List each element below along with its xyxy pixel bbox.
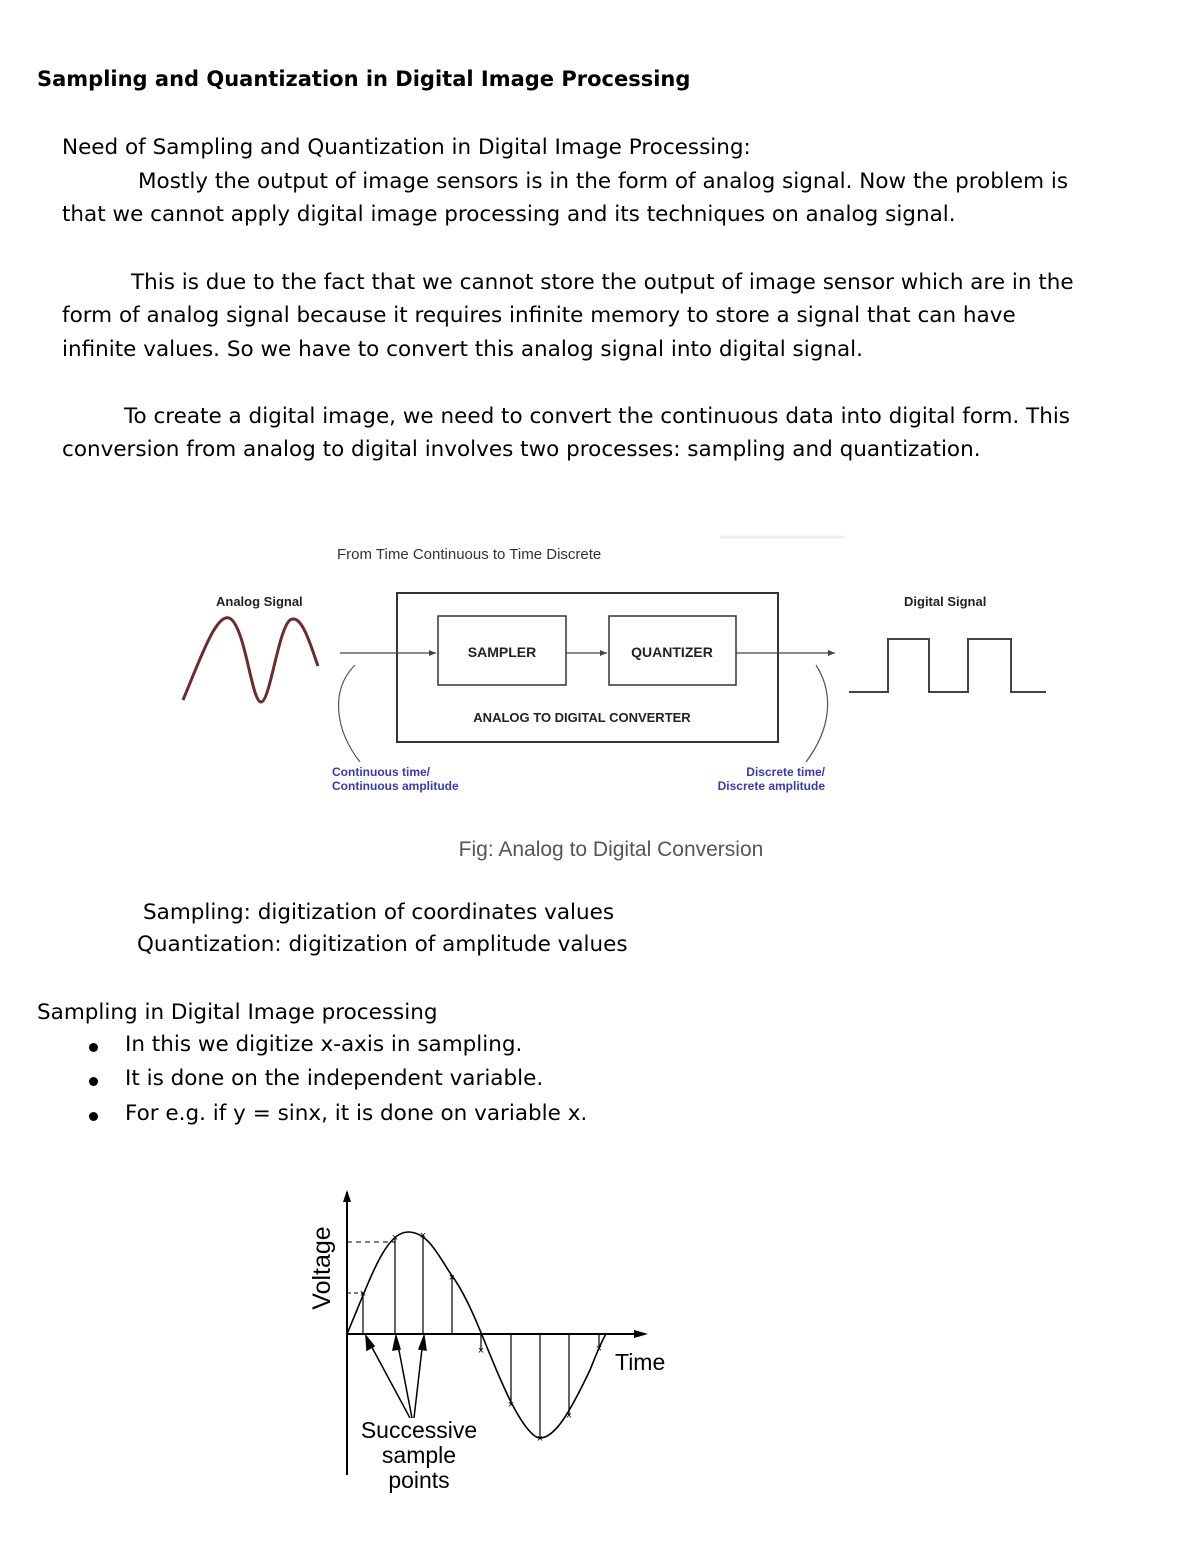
left-callout	[339, 665, 360, 762]
sample-mark-icon: ×	[448, 1272, 456, 1284]
digital-label: Digital Signal	[904, 594, 987, 609]
pointer-arrow-icon	[393, 1336, 400, 1350]
need-heading: Need of Sampling and Quantization in Digital Image Processing:	[62, 135, 751, 160]
para3-line1: To create a digital image, we need to convert the continuous data into digital form. This	[124, 404, 1070, 429]
analog-wave-icon	[183, 618, 318, 702]
adc-diagram	[0, 520, 1200, 880]
sample-mark-icon: ×	[477, 1345, 485, 1357]
pointer-arrow-icon	[419, 1336, 426, 1350]
sampling-heading: Sampling in Digital Image processing	[37, 1000, 438, 1025]
sample-mark-icon: ×	[359, 1288, 367, 1300]
sampling-diagram	[290, 1180, 710, 1510]
pointer-arrows	[366, 1336, 426, 1418]
list-item	[125, 1032, 522, 1057]
top-label: From Time Continuous to Time Discrete	[337, 546, 602, 563]
bullet-icon	[89, 1112, 98, 1121]
bullet-icon	[89, 1077, 98, 1086]
y-label: Voltage	[308, 1226, 336, 1310]
page-title: Sampling and Quantization in Digital Image Processing	[37, 67, 691, 91]
y-axis-arrow-icon	[343, 1190, 351, 1202]
x-axis-arrow-icon	[634, 1330, 648, 1338]
bullet-icon	[89, 1043, 98, 1052]
para3-line2: conversion from analog to digital involves two processes: sampling and quantization.	[62, 437, 981, 462]
digital-wave-icon	[849, 639, 1046, 692]
para1-line2: that we cannot apply digital image processing and its techniques on analog signal.	[62, 202, 956, 227]
para2-line2: form of analog signal because it requires infinite memory to store a signal that can have	[62, 303, 1016, 328]
bullet-text: In this we digitize x-axis in sampling.	[125, 1032, 523, 1057]
sample-mark-icon: ×	[391, 1232, 399, 1244]
converter-label: ANALOG TO DIGITAL CONVERTER	[473, 710, 691, 725]
def-sampling: Sampling: digitization of coordinates values	[143, 900, 615, 925]
quantizer-label: QUANTIZER	[631, 644, 713, 660]
def-quantization: Quantization: digitization of amplitude values	[137, 932, 628, 957]
pointer-line	[414, 1340, 423, 1418]
note-line-1: Successive	[360, 1417, 478, 1443]
para2-line1: This is due to the fact that we cannot store the output of image sensor which are in the	[131, 270, 1074, 295]
para1-line1: Mostly the output of image sensors is in the form of analog signal. Now the problem is	[138, 169, 1069, 194]
bullet-text: For e.g. if y = sinx, it is done on variable x.	[125, 1101, 588, 1126]
right-note-2: Discrete amplitude	[717, 779, 825, 793]
left-note-1: Continuous time/	[332, 765, 430, 779]
sample-mark-icon: ×	[595, 1343, 603, 1355]
middle-arrow-icon	[600, 650, 607, 656]
sample-mark-icon: ×	[507, 1399, 515, 1411]
x-label: Time	[615, 1349, 666, 1375]
sampler-label: SAMPLER	[467, 644, 537, 660]
note-line-3: points	[388, 1467, 450, 1493]
sample-mark-icon: ×	[536, 1433, 544, 1445]
note-line-2: sample	[381, 1442, 457, 1468]
output-arrow-icon	[828, 650, 835, 656]
sample-mark-icon: ×	[419, 1230, 427, 1242]
list-item	[125, 1101, 587, 1126]
sample-lines	[363, 1235, 599, 1438]
list-item	[125, 1066, 543, 1091]
analog-label: Analog Signal	[216, 594, 303, 609]
sample-mark-icon: ×	[565, 1410, 573, 1422]
input-arrow-icon	[429, 650, 436, 656]
bullet-text: It is done on the independent variable.	[125, 1066, 544, 1091]
left-note-2: Continuous amplitude	[332, 779, 459, 793]
right-callout	[806, 665, 828, 762]
pointer-line	[368, 1340, 410, 1418]
right-note-1: Discrete time/	[746, 765, 825, 779]
para2-line3: infinite values. So we have to convert this analog signal into digital signal.	[62, 337, 863, 362]
adc-caption: Fig: Analog to Digital Conversion	[458, 838, 764, 861]
